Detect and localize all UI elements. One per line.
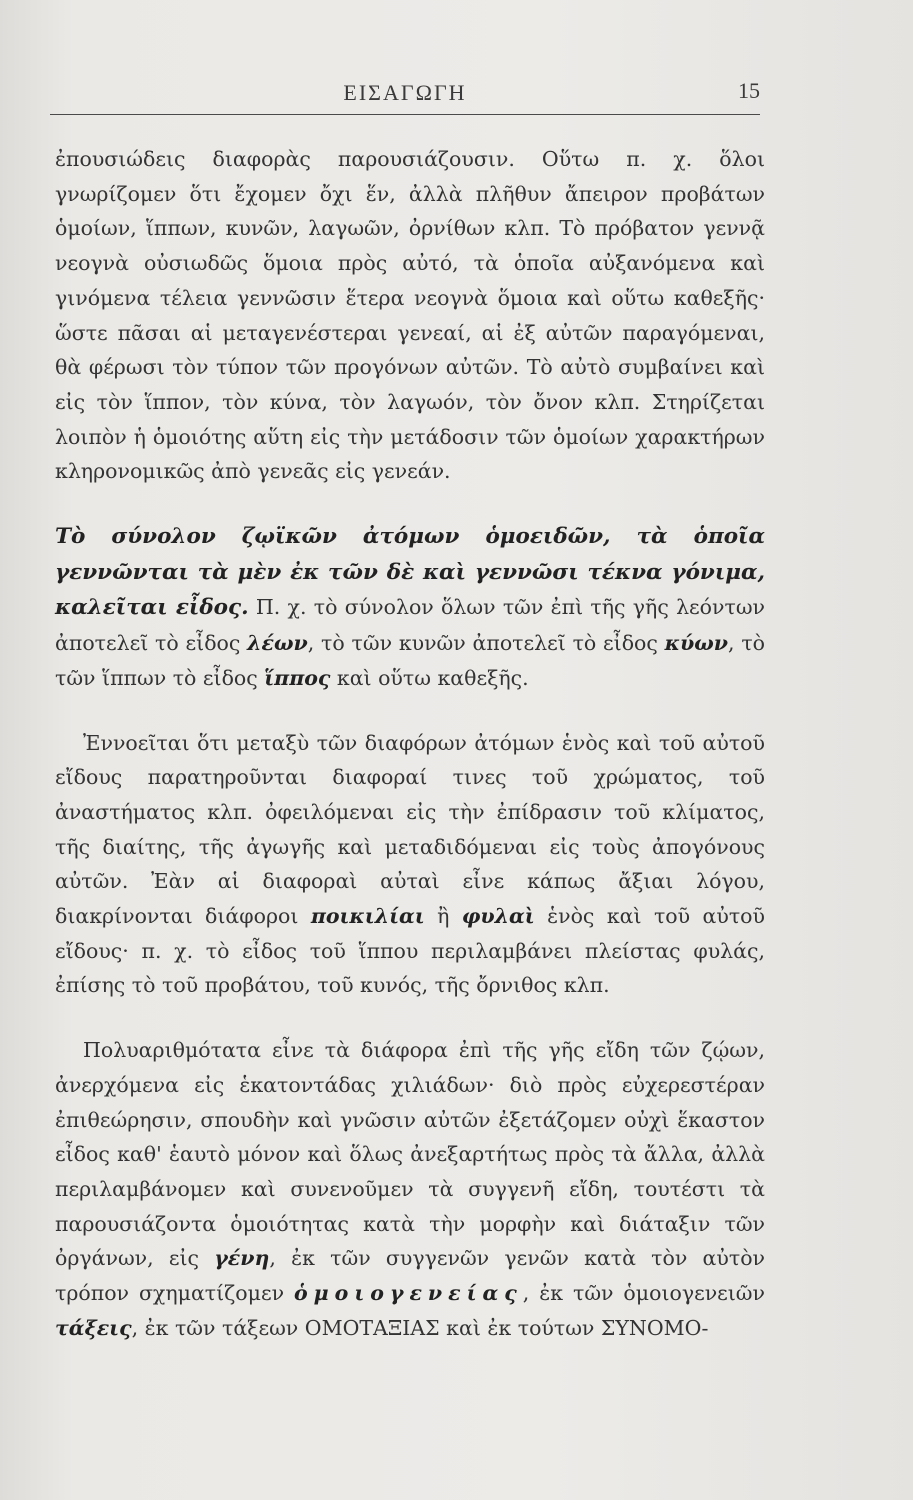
paragraph-3	[55, 726, 765, 1004]
p4-text-1: Πολυαριθμότατα εἶνε τὰ διάφορα ἐπὶ τῆς γῆς εἴδη τῶν ζῴων, ἀνερχόμενα εἰς ἑκατοντάδας χιλιάδων· διὸ πρὸς εὐχερεστέραν ἐπιθεώρησιν, σπουδὴν καὶ γνῶσιν αὐτῶν ἐξετάζομεν οὐχὶ ἕκαστον εἶδος καθ' ἑαυτὸ μόνον καὶ ὅλως ἀνεξαρτήτως πρὸς τὰ ἄλλα, ἀλλὰ περιλαμβάνομεν καὶ συνενοῦμεν τὰ συγγενῆ εἴδη, τουτέστι τὰ παρουσιάζοντα ὁμοιότητας κατὰ τὴν μορφὴν καὶ διάταξιν τῶν ὀργάνων, εἰς	[55, 1038, 765, 1271]
paragraph-4	[55, 1033, 765, 1345]
definition-paragraph	[55, 519, 765, 696]
term-dog: κύων	[664, 631, 729, 656]
term-breeds: φυλαὶ	[461, 904, 535, 929]
definition-example-3: , τὸ τῶν ἵππων τὸ εἶδος	[55, 631, 766, 690]
header-rule	[50, 114, 760, 115]
term-orders: τάξεις	[55, 1315, 132, 1340]
page-body	[55, 142, 765, 1346]
definition-example-2: , τὸ τῶν κυνῶν ἀποτελεῖ τὸ εἶδος	[307, 631, 665, 656]
term-families: ὁμοιογενείας	[293, 1281, 523, 1306]
p4-text-3: , ἐκ τῶν ὁμοιογενειῶν	[522, 1281, 765, 1306]
page-number: 15	[738, 78, 760, 103]
term-varieties: ποικιλίαι	[310, 904, 425, 929]
paragraph-1: ἐπουσιώδεις διαφορὰς παρουσιάζουσιν. Οὕτω π. χ. ὅλοι γνωρίζομεν ὅτι ἔχομεν ὄχι ἕν, ἀλλὰ πλῆθυν ἄπειρον προβάτων ὁμοίων, ἵππων, κυνῶν, λαγωῶν, ὀρνίθων κλπ. Τὸ πρόβατον γεννᾷ νεογνὰ οὐσιωδῶς ὅμοια πρὸς αὐτό, τὰ ὁποῖα αὐξανόμενα καὶ γινόμενα τέλεια γεννῶσιν ἕτερα νεογνὰ ὅμοια καὶ οὕτω καθεξῆς· ὥστε πᾶσαι αἱ μεταγενέστεραι γενεαί, αἱ ἐξ αὐτῶν παραγόμεναι, θὰ φέρωσι τὸν τύπον τῶν προγόνων αὐτῶν. Τὸ αὐτὸ συμβαίνει καὶ εἰς τὸν ἵππον, τὸν κύνα, τὸν λαγωόν, τὸν ὄνον κλπ. Στηρίζεται λοιπὸν ἡ ὁμοιότης αὕτη εἰς τὴν μετάδοσιν τῶν ὁμοίων χαρακτήρων κληρονομικῶς ἀπὸ γενεᾶς εἰς γενεάν.	[55, 147, 765, 484]
definition-example-4: καὶ οὕτω καθεξῆς.	[330, 665, 529, 690]
header-title: ΕΙΣΑΓΩΓΗ	[343, 80, 467, 105]
p4-text-4: , ἐκ τῶν τάξεων ΟΜΟΤΑΞΙΑΣ καὶ ἐκ τούτων ΣΥΝΟΜΟ-	[131, 1315, 709, 1340]
p3-text-3: ἑνὸς καὶ τοῦ αὐτοῦ εἴδους· π. χ. τὸ εἶδος τοῦ ἵππου περιλαμβάνει πλείστας φυλάς, ἐπίσης τὸ τοῦ προβάτου, τοῦ κυνός, τῆς ὄρνιθος κλπ.	[55, 904, 765, 998]
term-lion: λέων	[247, 631, 308, 656]
definition-example-1: Π. χ. τὸ σύνολον ὅλων τῶν ἐπὶ τῆς γῆς λεόντων ἀποτελεῖ τὸ εἶδος	[55, 595, 766, 656]
p3-text-1: Ἐννοεῖται ὅτι μεταξὺ τῶν διαφόρων ἀτόμων ἑνὸς καὶ τοῦ αὐτοῦ εἴδους παρατηροῦνται διαφοραί τινες τοῦ χρώματος, τοῦ ἀναστήματος κλπ. ὀφειλόμεναι εἰς τὴν ἐπίδρασιν τοῦ κλίματος, τῆς διαίτης, τῆς ἀγωγῆς καὶ μεταδιδόμεναι εἰς τοὺς ἀπογόνους αὐτῶν. Ἐὰν αἱ διαφοραὶ αὐταὶ εἶνε κάπως ἄξιαι λόγου, διακρίνονται διάφοροι	[55, 730, 765, 929]
definition-text: Τὸ σύνολον ζῳϊκῶν ἀτόμων ὁμοειδῶν, τὰ ὁποῖα γεννῶνται τὰ μὲν ἐκ τῶν δὲ καὶ γεννῶσι τέκνα γόνιμα, καλεῖται εἶδος.	[55, 524, 765, 621]
p4-text-2: , ἐκ τῶν συγγενῶν γενῶν κατὰ τὸν αὐτὸν τρόπον σχηματίζομεν	[55, 1246, 765, 1306]
term-horse: ἵππος	[264, 665, 331, 690]
p3-text-2: ἢ	[424, 904, 462, 929]
running-header	[50, 76, 760, 120]
term-genera: γένη	[214, 1246, 270, 1271]
